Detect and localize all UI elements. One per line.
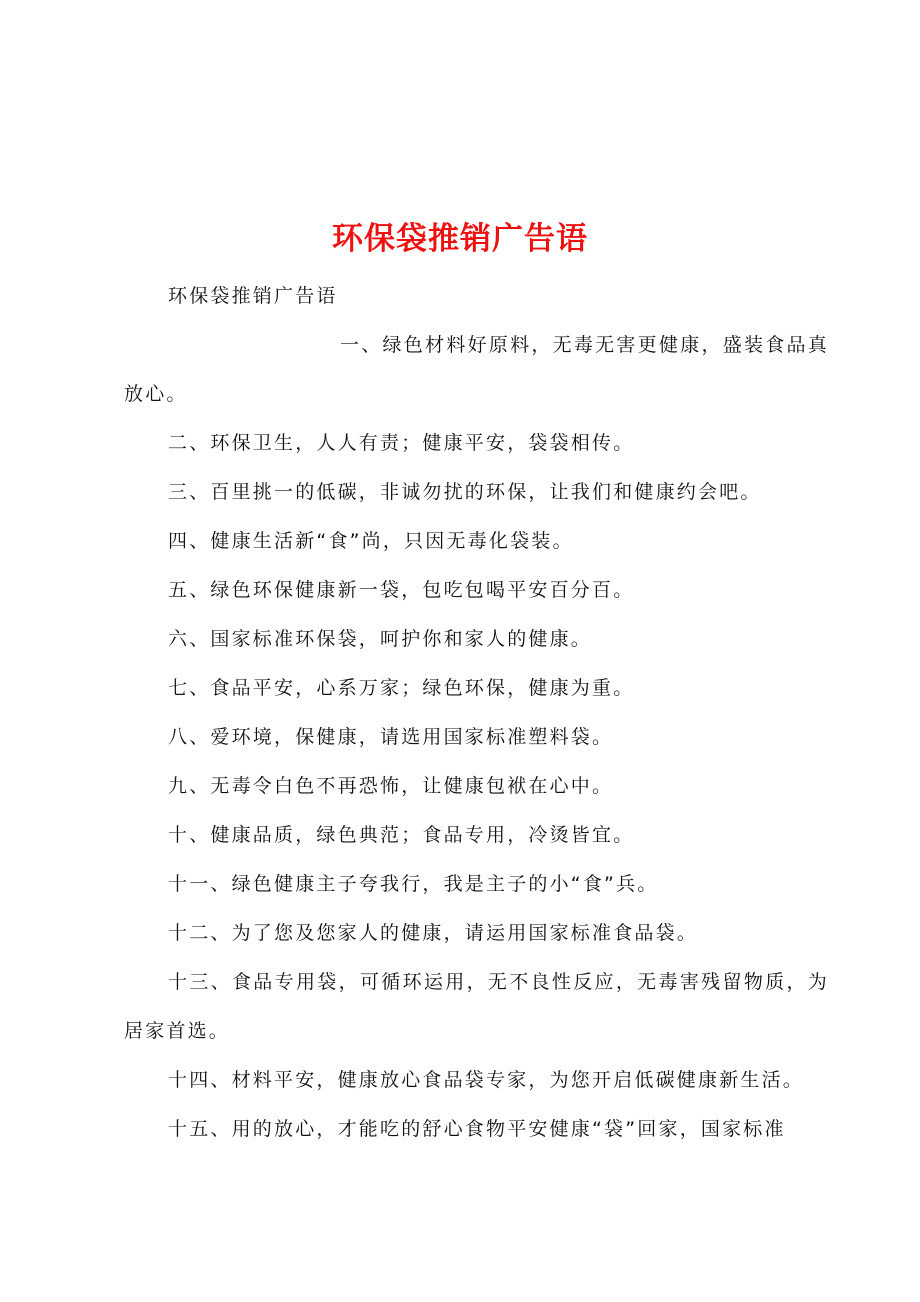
slogan-item-13: 十三、食品专用袋，可循环运用，无不良性反应，无毒害残留物质，为居家首选。 xyxy=(124,971,829,1042)
slogan-item-2: 二、环保卫生，人人有责；健康平安，袋袋相传。 xyxy=(168,432,635,454)
slogan-item-5: 五、绿色环保健康新一袋，包吃包喝平安百分百。 xyxy=(168,579,635,601)
slogan-item-11: 十一、绿色健康主子夸我行，我是主子的小“食”兵。 xyxy=(168,873,659,895)
intro-paragraph: 环保袋推销广告语 xyxy=(168,285,338,307)
slogan-item-10: 十、健康品质，绿色典范；食品专用，冷烫皆宜。 xyxy=(168,824,635,846)
slogan-item-3: 三、百里挑一的低碳，非诚勿扰的环保，让我们和健康约会吧。 xyxy=(168,481,762,503)
slogan-item-6: 六、国家标准环保袋，呵护你和家人的健康。 xyxy=(168,628,593,650)
slogan-item-12: 十二、为了您及您家人的健康，请运用国家标准食品袋。 xyxy=(168,922,699,944)
slogan-item-8: 八、爱环境，保健康，请选用国家标准塑料袋。 xyxy=(168,726,614,748)
slogan-item-15: 十五、用的放心，才能吃的舒心食物平安健康“袋”回家，国家标准 xyxy=(168,1118,786,1140)
slogan-item-1: 一、绿色材料好原料，无毒无害更健康，盛装食品真放心。 xyxy=(124,334,829,405)
slogan-item-9: 九、无毒令白色不再恐怖，让健康包袱在心中。 xyxy=(168,775,614,797)
slogan-item-4: 四、健康生活新“食”尚，只因无毒化袋装。 xyxy=(168,530,574,552)
document-title: 环保袋推销广告语 xyxy=(332,220,588,257)
document-body xyxy=(124,272,829,1154)
slogan-item-7: 七、食品平安，心系万家；绿色环保，健康为重。 xyxy=(168,677,635,699)
slogan-item-14: 十四、材料平安，健康放心食品袋专家，为您开启低碳健康新生活。 xyxy=(168,1069,805,1091)
